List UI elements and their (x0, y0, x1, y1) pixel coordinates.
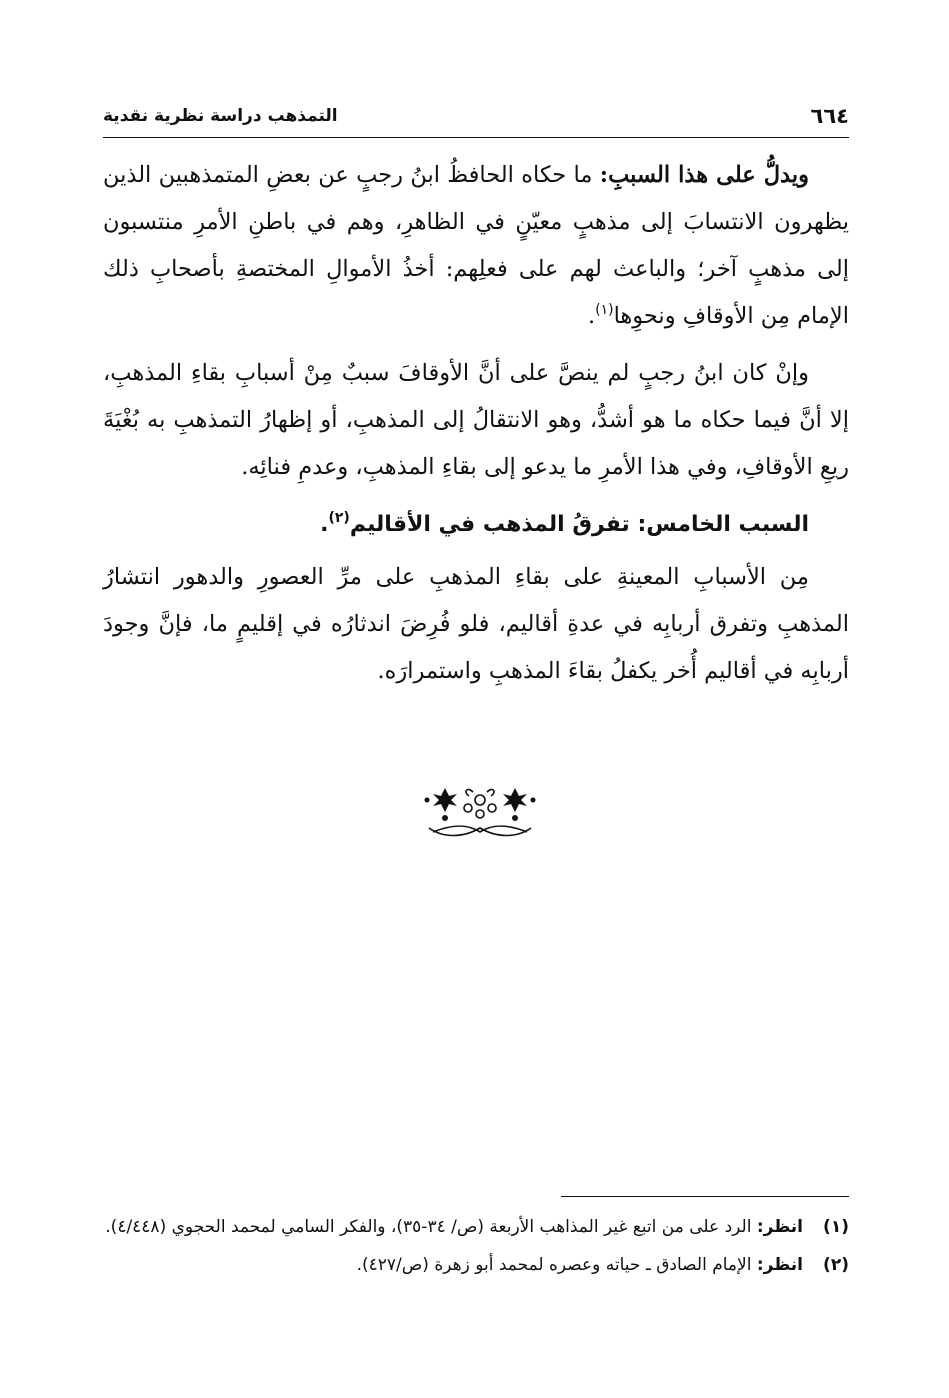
paragraph-lead: ويدلُّ على هذا السببِ: (599, 162, 809, 188)
footnote-lead: انظر: (756, 1217, 803, 1237)
main-text (103, 152, 849, 705)
footnote-2 (103, 1250, 849, 1280)
footnote-text: الرد على من اتبع غير المذاهب الأربعة (ص/ ٣٤-٣٥)، والفكر السامي لمحمد الحجوي (٤/٤٤٨). (105, 1217, 757, 1237)
paragraph-text: ما حكاه الحافظُ ابنُ رجبٍ عن بعضِ المتمذهبين الذين يظهرون الانتسابَ إلى مذهبٍ معيّنٍ في الظاهرِ، وهم في باطنِ الأمرِ منتسبون إلى مذهبٍ آخر؛ والباعث لهم على فعلِهم: أخذُ الأموالِ المختصةِ بأصحابِ ذلك الإمام مِن الأوقافِ ونحوِها (103, 162, 849, 329)
page-number: ٦٦٤ (810, 104, 849, 128)
footnotes (103, 1212, 849, 1288)
running-head (103, 98, 849, 134)
running-title: التمذهب دراسة نظرية نقدية (103, 106, 338, 126)
footnote-marker: (٢) (823, 1255, 849, 1275)
paragraph-end: . (587, 303, 596, 329)
section-heading-end: . (320, 512, 329, 537)
footnote-1 (103, 1212, 849, 1242)
footnote-text: الإمام الصادق ـ حياته وعصره لمحمد أبو زهرة (ص/٤٢٧). (356, 1255, 757, 1275)
footnote-marker: (١) (823, 1217, 849, 1237)
footnote-ref-2[interactable]: (٢) (328, 510, 350, 526)
footnote-ref-1[interactable]: (١) (595, 302, 614, 318)
footnote-separator (561, 1196, 849, 1197)
floral-ornament-icon (423, 780, 537, 838)
paragraph-3: مِن الأسبابِ المعينةِ على بقاءِ المذهبِ على مرِّ العصورِ والدهور انتشارُ المذهبِ وتفرق أربابِه في عدةِ أقاليم، فلو فُرِضَ اندثارُه في إقليمٍ ما، فإنَّ وجودَ أربابِه في أقاليم أُخر يكفلُ بقاءَ المذهبِ واستمرارَه. (103, 564, 849, 684)
section-heading (103, 501, 849, 548)
footnote-lead: انظر: (756, 1255, 803, 1275)
section-heading-text: السبب الخامس: تفرقُ المذهب في الأقاليم (349, 512, 809, 537)
header-rule (103, 137, 849, 138)
paragraph-2: وإنْ كان ابنُ رجبٍ لم ينصَّ على أنَّ الأوقافَ سببٌ مِنْ أسبابِ بقاءِ المذهبِ، إلا أنَّ فيما حكاه ما هو أشدُّ، وهو الانتقالُ إلى المذهبِ، أو إظهارُ التمذهبِ به بُغْيَةَ ريعِ الأوقافِ، وفي هذا الأمرِ ما يدعو إلى بقاءِ المذهبِ، وعدمِ فنائِه. (103, 360, 849, 480)
paragraph-1 (103, 152, 849, 340)
